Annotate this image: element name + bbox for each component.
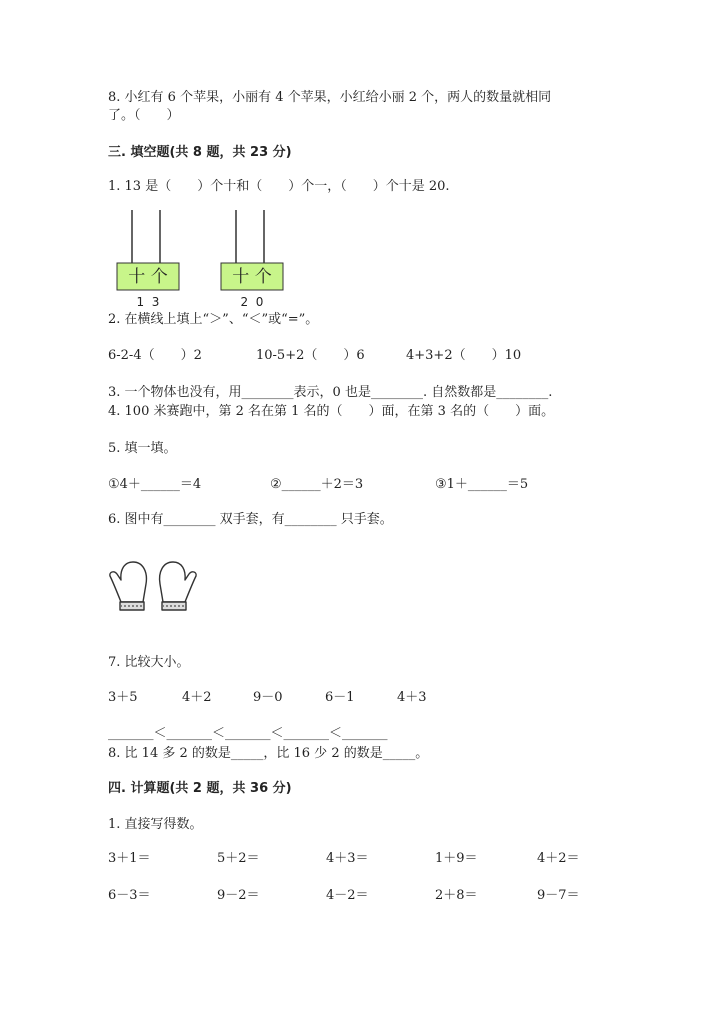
s3-q2-item-1: 6-2-4（ ）2 [108,348,202,363]
s3-q4: 4. 100 米赛跑中，第 2 名在第 1 名的（ ）面，在第 3 名的（ ）面。 [108,404,555,419]
abacus-figure-1 [116,210,182,310]
s3-q2: 2. 在横线上填上“＞”、“＜”或“=”。 [108,312,319,327]
s3-q7-item-1: 3＋5 [108,690,138,705]
s4-row1-item-5: 4＋2＝ [537,851,580,866]
s4-row2-item-2: 9－2＝ [217,888,260,903]
abacus-1-digits: 1 3 [136,295,160,309]
s3-q8: 8. 比 14 多 2 的数是_____，比 16 少 2 的数是_____。 [108,746,429,761]
s4-q1: 1. 直接写得数。 [108,817,203,832]
s4-row2-item-3: 4－2＝ [326,888,369,903]
s3-q5-item-3: ③1＋______＝5 [435,477,529,492]
abacus-1-label: 十 个 [128,267,168,287]
s3-q6: 6. 图中有________ 双手套，有________ 只手套。 [108,512,393,527]
s3-q3: 3. 一个物体也没有，用________表示，0 也是________. 自然数都是________. [108,385,553,400]
s3-q1: 1. 13 是（ ）个十和（ ）个一，（ ）个十是 20. [108,179,450,194]
s3-q5: 5. 填一填。 [108,441,177,456]
s3-q7-blanks: _______＜_______＜_______＜_______＜_______ [108,726,388,741]
s4-row2-item-5: 9－7＝ [537,888,580,903]
mitten-left [110,562,147,610]
s3-q5-item-2: ②______＋2＝3 [270,477,364,492]
s3-q2-item-3: 4+3+2（ ）10 [406,348,522,363]
mittens-image [108,558,198,614]
section3-heading: 三. 填空题(共 8 题，共 23 分) [108,145,292,160]
s4-row2-item-1: 6－3＝ [108,888,151,903]
s4-row1-item-3: 4＋3＝ [326,851,369,866]
abacus-2-digits: 2 0 [240,295,264,309]
s4-row1-item-2: 5＋2＝ [217,851,260,866]
s2-q8-line2: 了。（ ） [108,108,180,123]
s4-row2-item-4: 2＋8＝ [435,888,478,903]
s2-q8-line1: 8. 小红有 6 个苹果，小丽有 4 个苹果，小红给小丽 2 个，两人的数量就相同 [108,90,552,105]
s3-q7-item-5: 4＋3 [397,690,427,705]
abacus-2-label: 十 个 [232,267,272,287]
s3-q2-item-2: 10-5+2（ ）6 [256,348,365,363]
s3-q7-item-3: 9－0 [253,690,283,705]
s4-row1-item-4: 1＋9＝ [435,851,478,866]
section4-heading: 四. 计算题(共 2 题，共 36 分) [108,781,292,796]
abacus-figure-2 [220,210,286,310]
s3-q5-item-1: ①4＋______＝4 [108,477,202,492]
mitten-right [160,562,197,610]
s3-q7-item-2: 4＋2 [182,690,212,705]
s3-q7: 7. 比较大小。 [108,655,190,670]
s4-row1-item-1: 3＋1＝ [108,851,151,866]
s3-q7-item-4: 6－1 [325,690,355,705]
